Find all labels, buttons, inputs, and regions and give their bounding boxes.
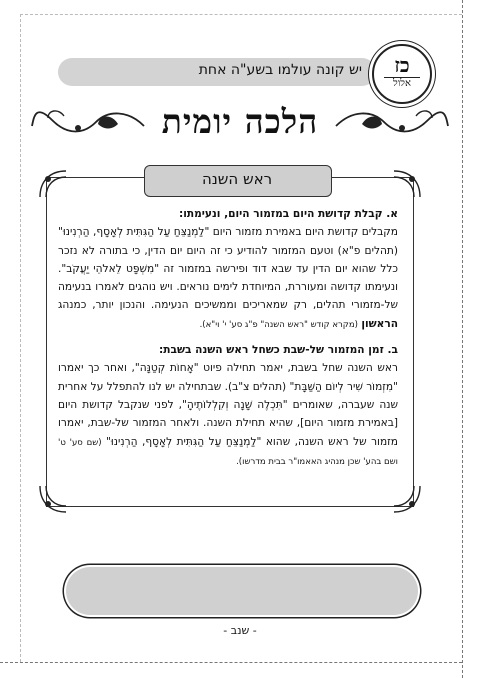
cut-line-bottom — [0, 662, 462, 663]
corner-ornament-icon — [390, 482, 424, 516]
cut-line-top — [20, 14, 462, 15]
corner-ornament-icon — [36, 167, 70, 201]
corner-ornament-icon — [390, 167, 424, 201]
paragraph-body: ראש השנה שחל בשבת, יאמר תחילה פיוט "אָחוֹת קְטַנָּה", ואחר כך יאמרו "מִזְמוֹר שִׁיר לְיוֹם הַשַּׁבָּת" (תהלים צ"ב). שבתחילה יש לנו להתפלל על אחרית שנה שעברה, שאומרים "תִּכְלֶה שָׁנָה וְקִלְלוֹתֶיהָ", לפני שנקבל קדושת היום [באמירת מזמור היום], שהיא תחילת השנה. ולאחר המזמור של-שבת, יאמרו מזמור של ראש השנה, שהוא "לַמְנַצֵּחַ עַל הַגִּתִּית לְאָסָף, הַרְנִינוּ" — [58, 362, 399, 448]
source-citation: (מקרא קודש "ראש השנה" פ"ג סע' י' וי"א). — [199, 319, 358, 330]
corner-ornament-icon — [36, 482, 70, 516]
paragraph — [58, 341, 398, 471]
date-seal — [372, 44, 432, 104]
seal-day-number: כז — [394, 53, 410, 77]
footer-banner — [66, 567, 418, 615]
page-number: - שנב - — [223, 624, 257, 637]
cut-line-right — [462, 0, 463, 678]
paragraph — [58, 205, 398, 334]
page-title: הלכה יומית — [161, 102, 319, 141]
paragraph-ending: הראשון — [361, 317, 398, 330]
seal-month: אלול — [393, 78, 411, 89]
source-citation: (שם סע' ט' ושם בהע' שכן מנהיג האאמו"ר בבית מדרשו). — [58, 437, 398, 467]
title-flourish-left-icon — [30, 106, 148, 140]
halacha-text — [58, 205, 398, 478]
header-tagline: יש קונה עולמו בשע"ה אחת — [198, 62, 362, 78]
paragraph-body: מקבלים קדושת היום באמירת מזמור היום "לַמְנַצֵּחַ עַל הַגִּתִּית לְאָסָף, הַרְנִינוּ" (תהלים פ"א) וטעם המזמור להודיע כי זה היום יום הדין, כי בתורה לא נזכר כלל שהוא יום הדין עד שבא דוד ופירשה במזמור זה "מִשְׁפָּט לֵאלֹהֵי יַעֲקֹב". ונעימתו קדושה ומעוררת, המיוחדת לימים נוראים. ויש נוהגים לאמרו בנעימה של-מזמורי תהלים, רק שמאריכים וממשיכים הנעימה. והנכון יותר, כמנהג — [58, 226, 398, 312]
section-heading: ראש השנה — [201, 170, 273, 188]
cut-line-left — [20, 14, 21, 662]
paragraph-heading: ב. זמן המזמור של-שבת כשחל ראש השנה בשבת: — [159, 344, 398, 357]
paragraph-heading: א. קבלת קדושת היום במזמור היום, ונעימתו: — [179, 208, 398, 220]
